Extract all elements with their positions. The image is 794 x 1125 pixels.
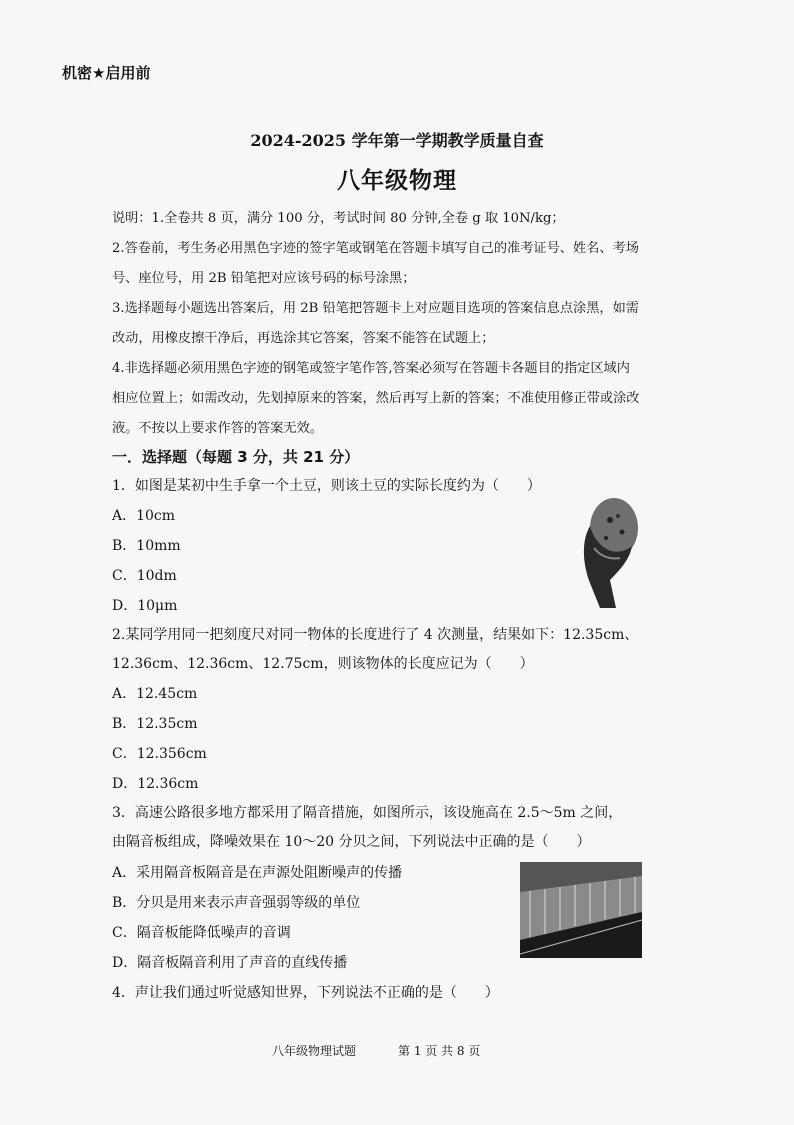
question-1-option-d: D．10μm: [112, 598, 178, 614]
sound-barrier-image: [520, 862, 642, 958]
question-2-option-d: D．12.36cm: [112, 776, 199, 792]
question-1-stem: 1．如图是某初中生手拿一个土豆，则该土豆的实际长度约为（ ）: [112, 478, 541, 494]
question-1-option-c: C．10dm: [112, 568, 177, 584]
section-title: 一．选择题（每题 3 分，共 21 分）: [112, 448, 360, 466]
instruction-line: 号、座位号，用 2B 铅笔把对应该号码的标号涂黑；: [112, 271, 416, 286]
question-2-option-c: C．12.356cm: [112, 746, 207, 762]
question-3-option-b: B．分贝是用来表示声音强弱等级的单位: [112, 895, 361, 911]
instruction-line: 说明：1.全卷共 8 页，满分 100 分，考试时间 80 分钟,全卷 g 取 10N/kg；: [112, 211, 565, 226]
footer-page-number: 第 1 页 共 8 页: [398, 1044, 481, 1058]
instruction-line: 改动，用橡皮擦干净后，再选涂其它答案，答案不能答在试题上；: [112, 331, 495, 346]
instruction-line: 4.非选择题必须用黑色字迹的钢笔或签字笔作答,答案必须写在答题卡各题目的指定区域内: [112, 361, 630, 376]
question-2-option-b: B．12.35cm: [112, 716, 198, 732]
question-3-stem-cont: 由隔音板组成，降噪效果在 10～20 分贝之间，下列说法中正确的是（ ）: [112, 834, 591, 850]
subject-title: 八年级物理: [337, 168, 457, 194]
question-3-stem: 3．高速公路很多地方都采用了隔音措施，如图所示，该设施高在 2.5～5m 之间，: [112, 805, 623, 821]
instruction-line: 液。不按以上要求作答的答案无效。: [112, 421, 323, 436]
question-2-stem-cont: 12.36cm、12.36cm、12.75cm，则该物体的长度应记为（ ）: [112, 656, 534, 672]
instruction-line: 3.选择题每小题选出答案后，用 2B 铅笔把答题卡上对应题目选项的答案信息点涂黑，如需: [112, 301, 639, 316]
question-1-option-b: B．10mm: [112, 538, 181, 554]
question-1-option-a: A．10cm: [112, 508, 176, 524]
confidential-label: 机密★启用前: [62, 64, 151, 82]
footer-subject: 八年级物理试题: [272, 1044, 357, 1058]
question-3-option-c: C．隔音板能降低噪声的音调: [112, 925, 291, 941]
question-2-stem: 2.某同学用同一把刻度尺对同一物体的长度进行了 4 次测量，结果如下：12.35cm、: [112, 627, 639, 643]
question-4-stem: 4．声让我们通过听觉感知世界，下列说法不正确的是（ ）: [112, 985, 499, 1001]
exam-title: 2024-2025 学年第一学期教学质量自查: [250, 131, 544, 150]
instruction-line: 相应位置上；如需改动，先划掉原来的答案，然后再写上新的答案；不准使用修正带或涂改: [112, 391, 640, 406]
instruction-line: 2.答卷前，考生务必用黑色字迹的签字笔或钢笔在答题卡填写自己的准考证号、姓名、考场: [112, 241, 639, 256]
question-2-option-a: A．12.45cm: [112, 686, 198, 702]
question-3-option-d: D．隔音板隔音利用了声音的直线传播: [112, 955, 348, 971]
potato-hand-image: [570, 488, 650, 608]
question-3-option-a: A．采用隔音板隔音是在声源处阻断噪声的传播: [112, 865, 403, 881]
